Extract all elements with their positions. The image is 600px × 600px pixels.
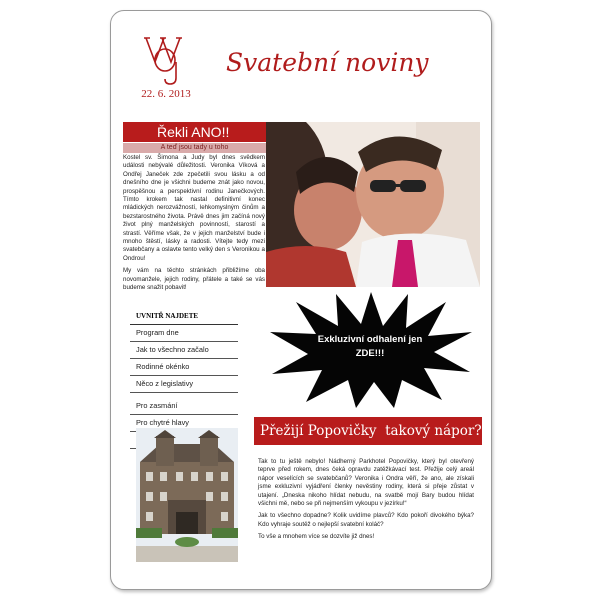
inside-item-story: Jak to všechno začalo [130, 342, 238, 359]
feature-headline: Přežijí Popovičky takový nápor? [254, 417, 482, 445]
issue-date: 22. 6. 2013 [141, 88, 191, 100]
masthead-title: Svatební noviny [226, 48, 429, 77]
lead-headline: Řekli ANO!! [123, 122, 266, 142]
inside-item-legislation: Něco z legislativy [130, 376, 238, 393]
inside-heading: UVNITŘ NAJDETE [130, 309, 238, 325]
burst-line-1: Exkluzivní odhalení jen [317, 334, 423, 345]
feature-paragraph: To vše a mnohem více se dozvíte již dnes! [258, 533, 375, 541]
couple-kiss-photo [266, 122, 480, 287]
feature-paragraph: Jak to všechno dopadne? Kolik uvidíme plavců? Kdo pokoří divokého býka? Kdo vyhraje soutěž o nejlepší svatební koláč? [258, 512, 474, 528]
feature-paragraph: Tak to tu ještě nebylo! Nádherný Parkhotel Popovičky, který byl otevřený teprve před rokem, dnes čeká opravdu zatěžkávací test. Přežije celý areál nápor veselících se svatebčanů? Veronika i Ondra věří, že ano, ale získali jsme exkluzivní vyjádření členky nevěstiny rodiny, která si přeje zůstat v utajení. „Dneska nikoho hlídat nebudu, na svatbě mojí Bary budou hlídat všichni mě, nebo se při nejmenším vykoupu v jezírku!“ [258, 458, 474, 508]
vo-monogram-logo [138, 32, 194, 88]
feature-article [258, 458, 474, 546]
burst-line-2: ZDE!!! [355, 348, 385, 359]
lead-article [123, 154, 265, 297]
inside-item-family: Rodinné okénko [130, 359, 238, 376]
inside-item-puzzles: Pro chytré hlavy [130, 415, 238, 432]
lead-subtitle: A teď jsou tady u toho [123, 143, 266, 153]
burst-text [300, 333, 440, 361]
lead-paragraph: Kostel sv. Šimona a Judy byl dnes svědkem události nebývalé důležitosti. Veronika Víková a Ondřej Janeček zde zpečetili svou lásku a od dnešního dne je všichni budeme znát jako novou, prospěšnou a perspektivní rodinu Janečkových. Tímto krokem tak nastal definitivní konec mládických nerozvážností, lehkomyslným činům a bezstarostného života. Právě dnes jim začíná nový život plný manželských povinností, starostí a strastí. Věříme však, že v jejich manželství bude i mnoho štěstí, lásky a radosti. Vítejte tedy mezi svatebčany a oslavte tento velký den s Veronikou a Ondrou! [123, 154, 265, 262]
inside-item-program: Program dne [130, 325, 238, 342]
lead-paragraph: My vám na těchto stránkách přibližíme oba novomanžele, jejich rodiny, přátele a také se vás budeme snažit pobavit! [123, 267, 265, 292]
inside-item-fun: Pro zasmání [130, 398, 238, 415]
hotel-photo [136, 428, 238, 562]
